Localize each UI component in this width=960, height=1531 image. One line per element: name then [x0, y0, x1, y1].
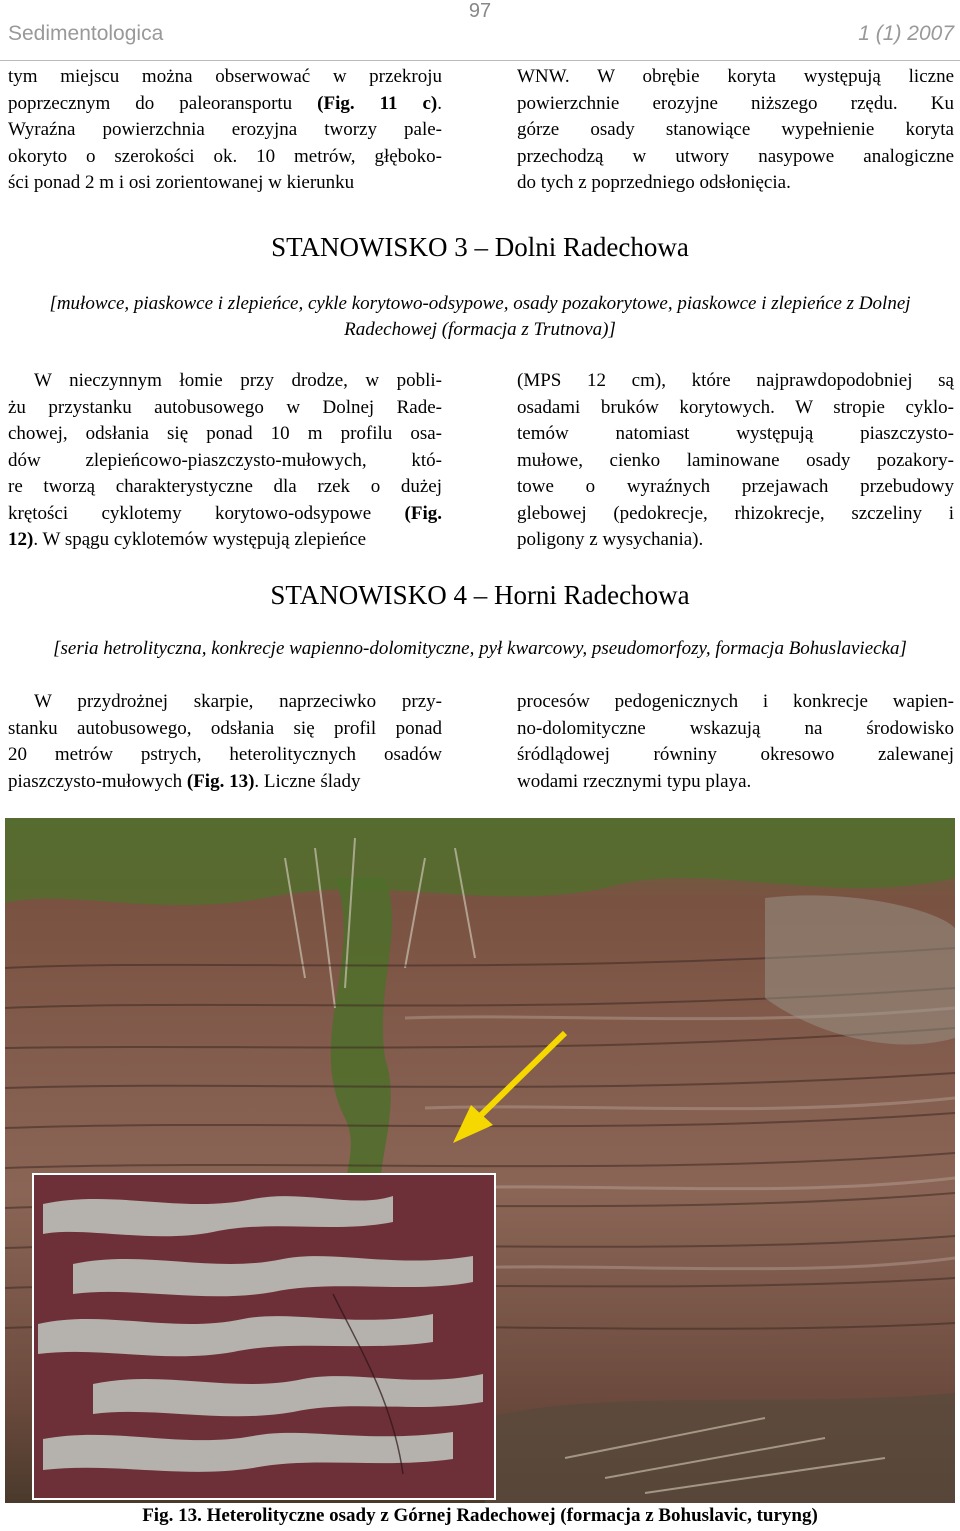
text-line: przechodzą w utwory nasypowe analogiczne: [517, 145, 954, 167]
text-line: poprzecznym do paleoransportu (Fig. 11 c).: [8, 92, 442, 114]
outcrop-photo-drawing: [5, 818, 955, 1503]
header-rule: [0, 60, 960, 61]
outcrop-photo: [5, 818, 955, 1503]
section-3-right-column: [517, 368, 954, 554]
text-line: no-dolomityczne wskazują na środowisko: [517, 717, 954, 739]
text-line: chowej, odsłania się ponad 10 m profilu osa-: [8, 423, 442, 444]
journal-name: Sedimentologica: [8, 22, 164, 45]
text-line: mułowe, cienko laminowane osady pozakory-: [517, 449, 954, 471]
text-line: do tych z poprzedniego odsłonięcia.: [517, 172, 791, 193]
text-line: poligony z wysychania).: [517, 529, 704, 550]
section-4-title: STANOWISKO 4 – Horni Radechowa: [270, 580, 690, 610]
text-line: re tworzą charakterystyczne dla rzek o dużej: [8, 476, 442, 497]
text-line: (MPS 12 cm), które najprawdopodobniej są: [517, 370, 954, 391]
issue-label: 1 (1) 2007: [858, 22, 954, 45]
ground-debris: [485, 1393, 955, 1503]
text-line: W nieczynnym łomie przy drodze, w pobli-: [34, 370, 442, 391]
inset-closeup: [33, 1174, 495, 1499]
text-line: procesów pedogenicznych i konkrecje wapien-: [517, 691, 954, 712]
text-line: powierzchnie erozyjne niższego rzędu. Ku: [517, 92, 954, 114]
text-line: dów zlepieńcowo-piaszczysto-mułowych, któ-: [8, 449, 442, 471]
intro-left-column: [8, 64, 442, 197]
text-line: ści ponad 2 m i osi zorientowanej w kierunku: [8, 172, 355, 193]
text-line: 20 metrów pstrych, heterolitycznych osadów: [8, 744, 442, 765]
text-line: 12). W spągu cyklotemów występują zlepieńce: [8, 529, 367, 550]
section-4-right-column: [517, 689, 954, 795]
text-line: piaszczysto-mułowych (Fig. 13). Liczne ślady: [8, 770, 361, 792]
section-3-left-column: [8, 368, 442, 554]
section-4-subtitle: [seria hetrolityczna, konkrecje wapienno-dolomityczne, pył kwarcowy, pseudomorfozy, formacja Bohuslaviecka]: [53, 638, 907, 659]
text-line: wodami rzecznymi typu playa.: [517, 770, 752, 792]
section-3-subtitle: [mułowce, piaskowce i zlepieńce, cykle korytowo-odsypowe, osady pozakorytowe, piaskowce i zlepieńce z Dolnej Radechowej (formacja z Trutnova)]: [49, 293, 911, 340]
figure-caption: Fig. 13. Heterolityczne osady z Górnej Radechowej (formacja z Bohuslavic, turyng): [142, 1505, 818, 1526]
text-line: tym miejscu można obserwować w przekroju: [8, 66, 442, 87]
text-line: Wyraźna powierzchnia erozyjna tworzy pale-: [8, 119, 442, 140]
text-line: osadami bruków korytowych. W stropie cyklo-: [517, 396, 954, 418]
page-number: 97: [468, 0, 492, 22]
text-line: WNW. W obrębie koryta występują liczne: [517, 66, 954, 87]
text-line: śródlądowej równiny okresowo zalewanej: [517, 744, 954, 765]
text-line: W przydrożnej skarpie, naprzeciwko przy-: [34, 691, 442, 712]
text-line: żu przystanku autobusowego w Dolnej Rade-: [8, 396, 442, 418]
page-header: [0, 0, 960, 70]
text-line: towe o wyraźnych przejawach przebudowy: [517, 476, 954, 497]
text-line: temów natomiast występują piaszczysto-: [517, 423, 954, 444]
text-line: stanku autobusowego, odsłania się profil ponad: [8, 717, 442, 739]
section-3-title: STANOWISKO 3 – Dolni Radechowa: [271, 232, 689, 262]
intro-right-column: [517, 64, 954, 197]
text-line: górze osady stanowiące wypełnienie koryta: [517, 119, 954, 140]
text-line: okoryto o szerokości ok. 10 metrów, głęboko-: [8, 145, 442, 167]
text-line: glebowej (pedokrecje, rhizokrecje, szczeliny i: [517, 502, 954, 524]
text-line: krętości cyklotemy korytowo-odsypowe (Fig.: [8, 502, 442, 524]
section-4-left-column: [8, 689, 442, 795]
